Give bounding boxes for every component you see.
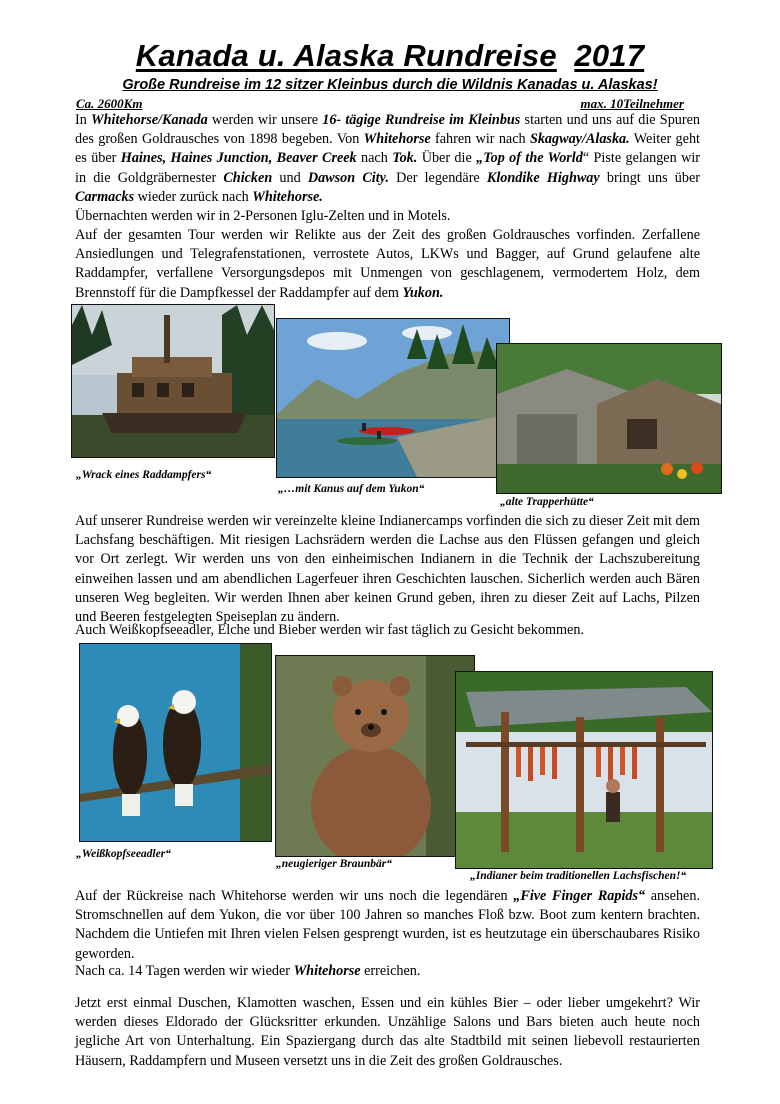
accommodation-paragraph: Übernachten werden wir in 2-Personen Iglu-Zelten und in Motels. (75, 208, 451, 224)
caption-trapper-hut: „alte Trapperhütte“ (500, 496, 594, 508)
rapids-paragraph (75, 887, 700, 964)
paragraph1-segment: „Top of the World (476, 150, 583, 167)
paragraph1-segment: nach (356, 150, 393, 167)
paragraph1-segment: starten und uns auf die Spuren des großen Goldrausches von 1898 begeben. Von (75, 112, 700, 148)
paragraph1-segment: Chicken (223, 169, 273, 186)
page-title (0, 38, 780, 74)
indian-camps-paragraph: Auf unserer Rundreise werden wir vereinzelte kleine Indianercamps vorfinden die sich zu dieser Zeit mit dem Lachsfang beschäftigen. Mit riesigen Lachsrädern werden die Lachse aus den Flüssen gefangen und gleich vor Ort zerlegt. Wir werden uns von den einheimischen Indianern in die Technik der Lachszubereitung einweihen lassen und am abendlichen Lagerfeuer ihren Geschichten lauschen. Sicherlich werden auch Bären unseren Weg begleiten. Wir werden Ihnen aber keinen Grund geben, ihren zu dieser Zeit auf Lachs, Pilzen und Beeren festgelegten Speiseplan zu ändern. (75, 513, 700, 626)
paragraph6-segment: Auf der Rückreise nach Whitehorse werden wir uns noch die legendären (75, 888, 514, 904)
photo-brown-bear (275, 655, 475, 857)
paragraph7-segment: Whitehorse (293, 963, 361, 979)
paragraph1-segment: Whitehorse/Kanada (91, 112, 208, 128)
caption-eagles: „Weißkopfseeadler“ (76, 848, 171, 860)
eldorado-paragraph: Jetzt erst einmal Duschen, Klamotten waschen, Essen und ein kühles Bier – oder lieber umgekehrt? Wir werden dieses Eldorado der Glücksritter erkunden. Unzählige Salons und Bars bieten auch heute noch jegliche Art von Unterhaltung. Ein Spaziergang durch das alte Stadtbild mit seinen liebevoll restaurierten Häusern, Raddampfern und Museen versetzt uns in die Zeit des großen Goldrausches. (75, 995, 700, 1069)
paragraph1-segment: Haines, Haines Junction, Beaver Creek (120, 150, 357, 167)
relics-paragraph (75, 226, 700, 303)
distance-label: Ca. 2600Km (76, 96, 143, 111)
paragraph1-segment: wieder zurück nach (134, 188, 253, 205)
photo-sternwheeler-wreck (71, 304, 275, 458)
paragraph1-segment: werden wir unsere (207, 112, 323, 128)
photo-salmon-drying (455, 671, 713, 869)
participants-label: max. 10Teilnehmer (580, 96, 684, 111)
paragraph1-segment: Klondike Highway (486, 169, 600, 186)
wildlife-paragraph: Auch Weißkopfseeadler, Elche und Bieber werden wir fast täglich zu Gesicht bekommen. (75, 622, 584, 638)
paragraph1-segment: Weiter geht es über (75, 131, 700, 167)
photo-trapper-hut (496, 343, 722, 494)
paragraph1-segment: fahren wir nach (430, 131, 530, 148)
paragraph1-segment: Whitehorse (363, 131, 431, 148)
paragraph7-segment: Nach ca. 14 Tagen werden wir wieder (75, 963, 294, 979)
paragraph1-segment: Der legendäre (388, 169, 487, 186)
paragraph7-segment: erreichen. (360, 963, 421, 979)
paragraph3-segment: Yukon. (402, 284, 444, 301)
paragraph1-segment: Tok. (392, 150, 418, 167)
paragraph1-segment: Über die (417, 150, 477, 167)
paragraph3-segment: Auf der gesamten Tour werden wir Relikte aus der Zeit des großen Goldrausches vorfinden. Zerfallene Ansiedlungen und Telegrafenstationen, verrostete Autos, LKWs und Bagger, auf Grund gelaufene alte Raddampfer, verfallene Versorgungsdepos mit Unmengen von geschlagenem, vermodertem Holz, dem Brennstoff für die Dampfkessel der Raddampfer auf dem (75, 227, 700, 301)
caption-canoes: „…mit Kanus auf dem Yukon“ (278, 483, 425, 495)
caption-bear: „neugieriger Braunbär“ (276, 858, 392, 870)
paragraph1-segment: In (75, 112, 92, 128)
paragraph1-segment: Whitehorse. (252, 188, 323, 205)
photo-canoes-yukon (276, 318, 510, 478)
paragraph1-segment: “ Piste gelangen wir in die Goldgräbernester (75, 150, 700, 186)
paragraph6-segment: „Five Finger Rapids“ (513, 888, 646, 904)
paragraph1-segment: bringt uns über (599, 169, 700, 186)
caption-sternwheeler: „Wrack eines Raddampfers“ (76, 469, 212, 481)
return-paragraph (75, 962, 700, 981)
paragraph1-segment: und (272, 169, 308, 186)
paragraph1-segment: Carmacks (75, 188, 135, 205)
paragraph1-segment: 16- tägige Rundreise im Kleinbus (322, 112, 521, 128)
paragraph6-segment: ansehen. Stromschnellen auf dem Yukon, die vor über 100 Jahren so manches Floß bzw. Boot zum kentern brachten. Nachdem die Untiefen mit Ihren vielen Felsen gesprengt wurden, ist es heutzutage ein überschaubares Risiko geworden. (75, 888, 700, 962)
caption-salmon: „Indianer beim traditionellen Lachsfischen!“ (470, 870, 687, 882)
title-text: Kanada u. Alaska Rundreise (135, 38, 557, 73)
subtitle: Große Rundreise im 12 sitzer Kleinbus durch die Wildnis Kanadas u. Alaskas! (122, 77, 658, 93)
intro-paragraph (75, 111, 700, 207)
photo-bald-eagles (79, 643, 272, 842)
paragraph1-segment: Skagway/Alaska. (529, 131, 630, 148)
title-year: 2017 (574, 38, 645, 73)
paragraph1-segment: Dawson City. (307, 169, 389, 186)
